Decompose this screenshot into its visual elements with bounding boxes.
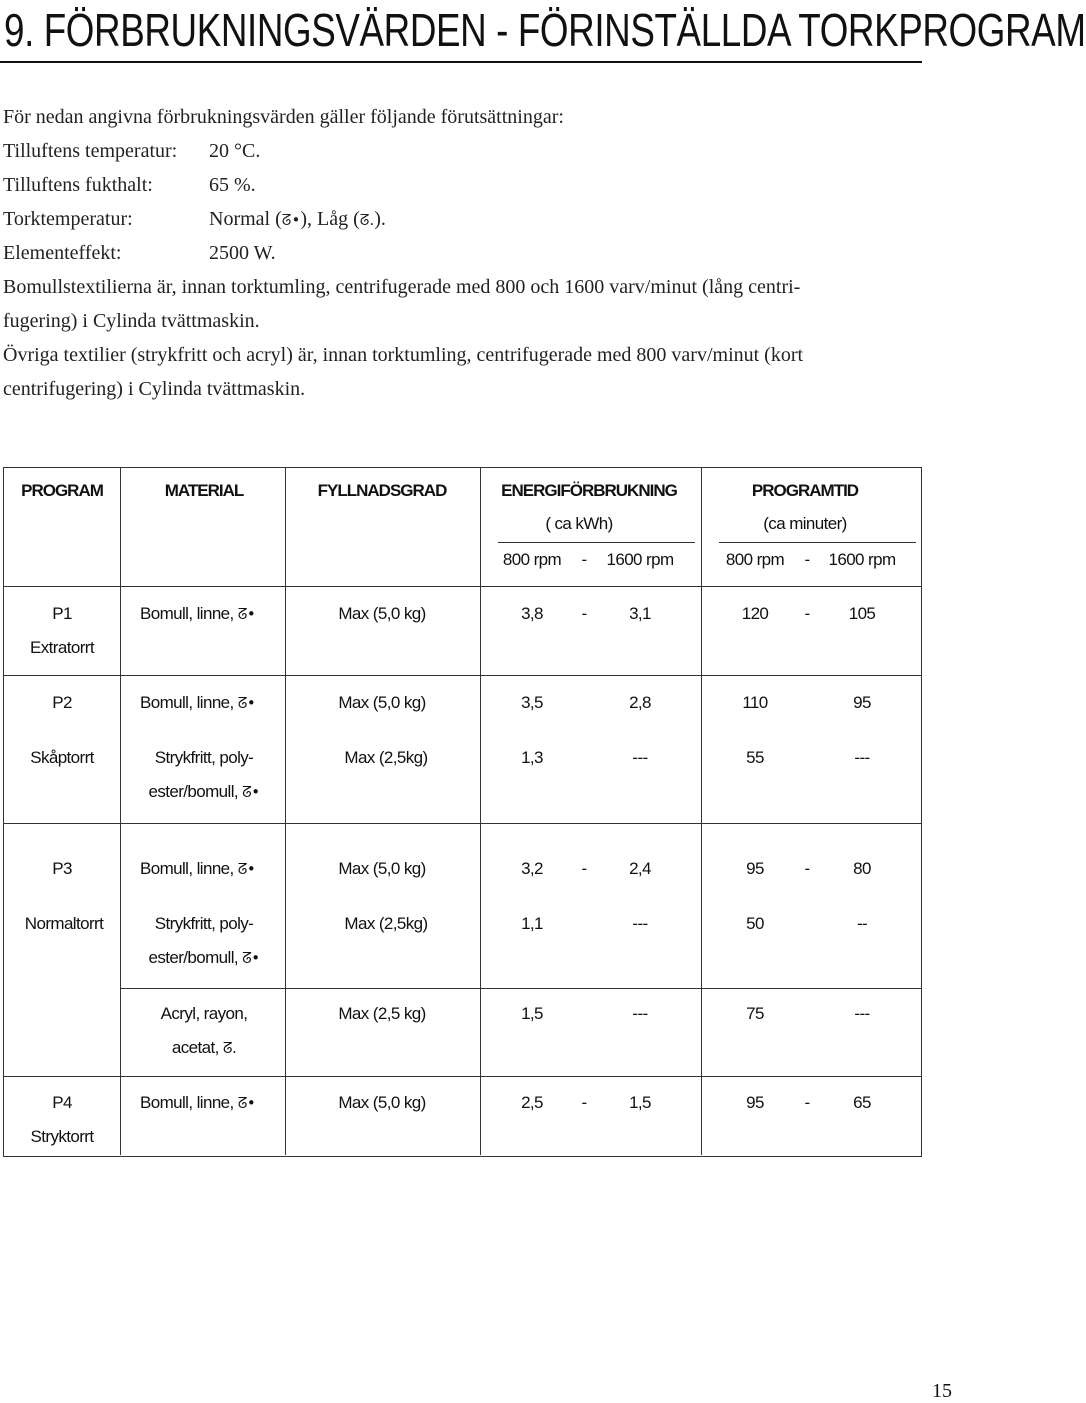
intro-line: För nedan angivna förbrukningsvärden gäller följande förutsättningar: [3,106,564,128]
p2b-time-1600: --- [854,748,870,767]
high-temp-icon: ᘔ• [237,605,256,623]
p4-energy-dash: - [581,1093,587,1112]
temp-label: Tilluftens temperatur: [3,140,178,162]
p3c-energy-1600: --- [632,1004,648,1023]
header-time-dash: - [804,550,810,569]
cotton-text-2: fugering) i Cylinda tvättmaskin. [3,310,260,332]
dry-mid-text: ), Låg ( [300,208,360,230]
p3b-material-1: Strykfritt, poly- [154,914,254,933]
header-time-1600: 1600 rpm [828,550,896,569]
header-energy-1600: 1600 rpm [606,550,674,569]
header-energy: ENERGIFÖRBRUKNING [501,481,677,500]
high-temp-icon: ᘔ• [242,783,260,801]
p3c-time-800: 75 [746,1004,764,1023]
p3c-time-1600: --- [854,1004,870,1023]
row-divider [4,823,921,824]
row-divider [4,586,921,587]
p3-time-1600: 80 [853,859,871,878]
p3c-energy-800: 1,5 [521,1004,543,1023]
p1-material [140,604,255,624]
p2b-energy-800: 1,3 [521,748,543,767]
humidity-label: Tilluftens fukthalt: [3,174,153,196]
column-divider [285,468,286,1155]
cotton-text-1: Bomullstextilierna är, innan torktumling, centrifugerade med 800 och 1600 varv/minut (lång centri- [3,276,801,298]
page-title: 9. FÖRBRUKNINGSVÄRDEN - FÖRINSTÄLLDA TORKPROGRAM [4,4,1086,56]
column-divider [701,468,702,1155]
p3-energy-dash: - [581,859,587,878]
dry-end-text: ). [374,208,386,230]
p4-program: P4 [52,1093,72,1112]
p3b-material-2 [148,948,259,968]
p2-program: P2 [52,693,72,712]
p1-energy-dash: - [581,604,587,623]
high-temp-icon: ᘔ• [281,211,301,229]
header-fill: FYLLNADSGRAD [317,481,447,500]
header-energy-dash: - [581,550,587,569]
p3b-material-2-text: ester/bomull, [148,948,239,967]
time-underline [719,542,916,543]
p2-fill: Max (5,0 kg) [338,693,426,712]
p3-material-text: Bomull, linne, [140,859,234,878]
high-temp-icon: ᘔ• [242,949,260,967]
p1-material-text: Bomull, linne, [140,604,234,623]
p1-fill: Max (5,0 kg) [338,604,426,623]
p3-fill: Max (5,0 kg) [338,859,426,878]
p3-energy-800: 3,2 [521,859,543,878]
header-time: PROGRAMTID [751,481,859,500]
temp-row [3,134,928,168]
p1-program: P1 [52,604,72,623]
p4-fill: Max (5,0 kg) [338,1093,426,1112]
p3c-material-1: Acryl, rayon, [160,1004,248,1023]
p2-energy-800: 3,5 [521,693,543,712]
p2-material-text: Bomull, linne, [140,693,234,712]
p3c-material-2 [172,1038,236,1058]
p2b-fill: Max (2,5kg) [344,748,428,767]
p4-energy-800: 2,5 [521,1093,543,1112]
high-temp-icon: ᘔ• [237,694,256,712]
p2b-material-2-text: ester/bomull, [148,782,239,801]
p4-material-text: Bomull, linne, [140,1093,234,1112]
p2-subtitle: Skåptorrt [30,748,94,767]
humidity-value: 65 %. [209,174,256,196]
p1-energy-800: 3,8 [521,604,543,623]
p3c-fill: Max (2,5 kg) [338,1004,426,1023]
p2-material [140,693,255,713]
p1-time-1600: 105 [848,604,876,623]
p4-energy-1600: 1,5 [629,1093,651,1112]
row-divider [120,988,921,989]
header-time-800: 800 rpm [725,550,785,569]
dry-normal-text: Normal ( [209,208,282,230]
p2b-material-1: Strykfritt, poly- [154,748,254,767]
column-divider [120,468,121,1155]
p3b-time-1600: -- [856,914,868,933]
header-energy-800: 800 rpm [502,550,562,569]
dry-temp-row [3,202,928,236]
header-time-unit: (ca minuter) [763,514,847,533]
column-divider [480,468,481,1155]
p3-program: P3 [52,859,72,878]
other-text-1: Övriga textilier (strykfritt och acryl) är, innan torktumling, centrifugerade med 800 varv/minut (kort [3,344,804,366]
p3-time-800: 95 [746,859,764,878]
p1-subtitle: Extratorrt [30,638,94,657]
row-divider [4,1076,921,1077]
p4-subtitle: Stryktorrt [30,1127,94,1146]
energy-underline [498,542,695,543]
p2b-material-2 [148,782,259,802]
other-text-2: centrifugering) i Cylinda tvättmaskin. [3,378,306,400]
humidity-row [3,168,928,202]
temp-value: 20 °C. [209,140,261,162]
p1-time-dash: - [804,604,810,623]
low-temp-icon: ᘔ. [222,1039,237,1057]
p3-subtitle: Normaltorrt [24,914,104,933]
header-energy-unit: ( ca kWh) [545,514,613,533]
row-divider [4,675,921,676]
header-program: PROGRAM [21,481,103,500]
header-material: MATERIAL [164,481,244,500]
p4-material [140,1093,255,1113]
p2-energy-1600: 2,8 [629,693,651,712]
p2b-energy-1600: --- [632,748,648,767]
p2-time-800: 110 [742,693,768,712]
p3c-material-2-text: acetat, [171,1038,219,1057]
p3b-energy-1600: --- [632,914,648,933]
p4-time-1600: 65 [853,1093,871,1112]
low-temp-icon: ᘔ. [359,211,375,229]
p2b-time-800: 55 [746,748,764,767]
p3b-fill: Max (2,5kg) [344,914,428,933]
intro-text [3,100,928,406]
consumption-table [3,467,922,1157]
p3b-time-800: 50 [746,914,764,933]
page-number: 15 [932,1380,952,1402]
p4-time-dash: - [804,1093,810,1112]
p3-time-dash: - [804,859,810,878]
p1-energy-1600: 3,1 [629,604,651,623]
p3-energy-1600: 2,4 [629,859,651,878]
p3b-energy-800: 1,1 [521,914,543,933]
power-label: Elementeffekt: [3,242,122,264]
p2-time-1600: 95 [853,693,871,712]
p4-time-800: 95 [746,1093,764,1112]
p1-time-800: 120 [741,604,769,623]
title-rule [0,61,922,63]
power-row [3,236,928,270]
high-temp-icon: ᘔ• [237,860,256,878]
power-value: 2500 W. [209,242,276,264]
dry-temp-label: Torktemperatur: [3,208,133,230]
p3-material [140,859,255,879]
high-temp-icon: ᘔ• [237,1094,256,1112]
